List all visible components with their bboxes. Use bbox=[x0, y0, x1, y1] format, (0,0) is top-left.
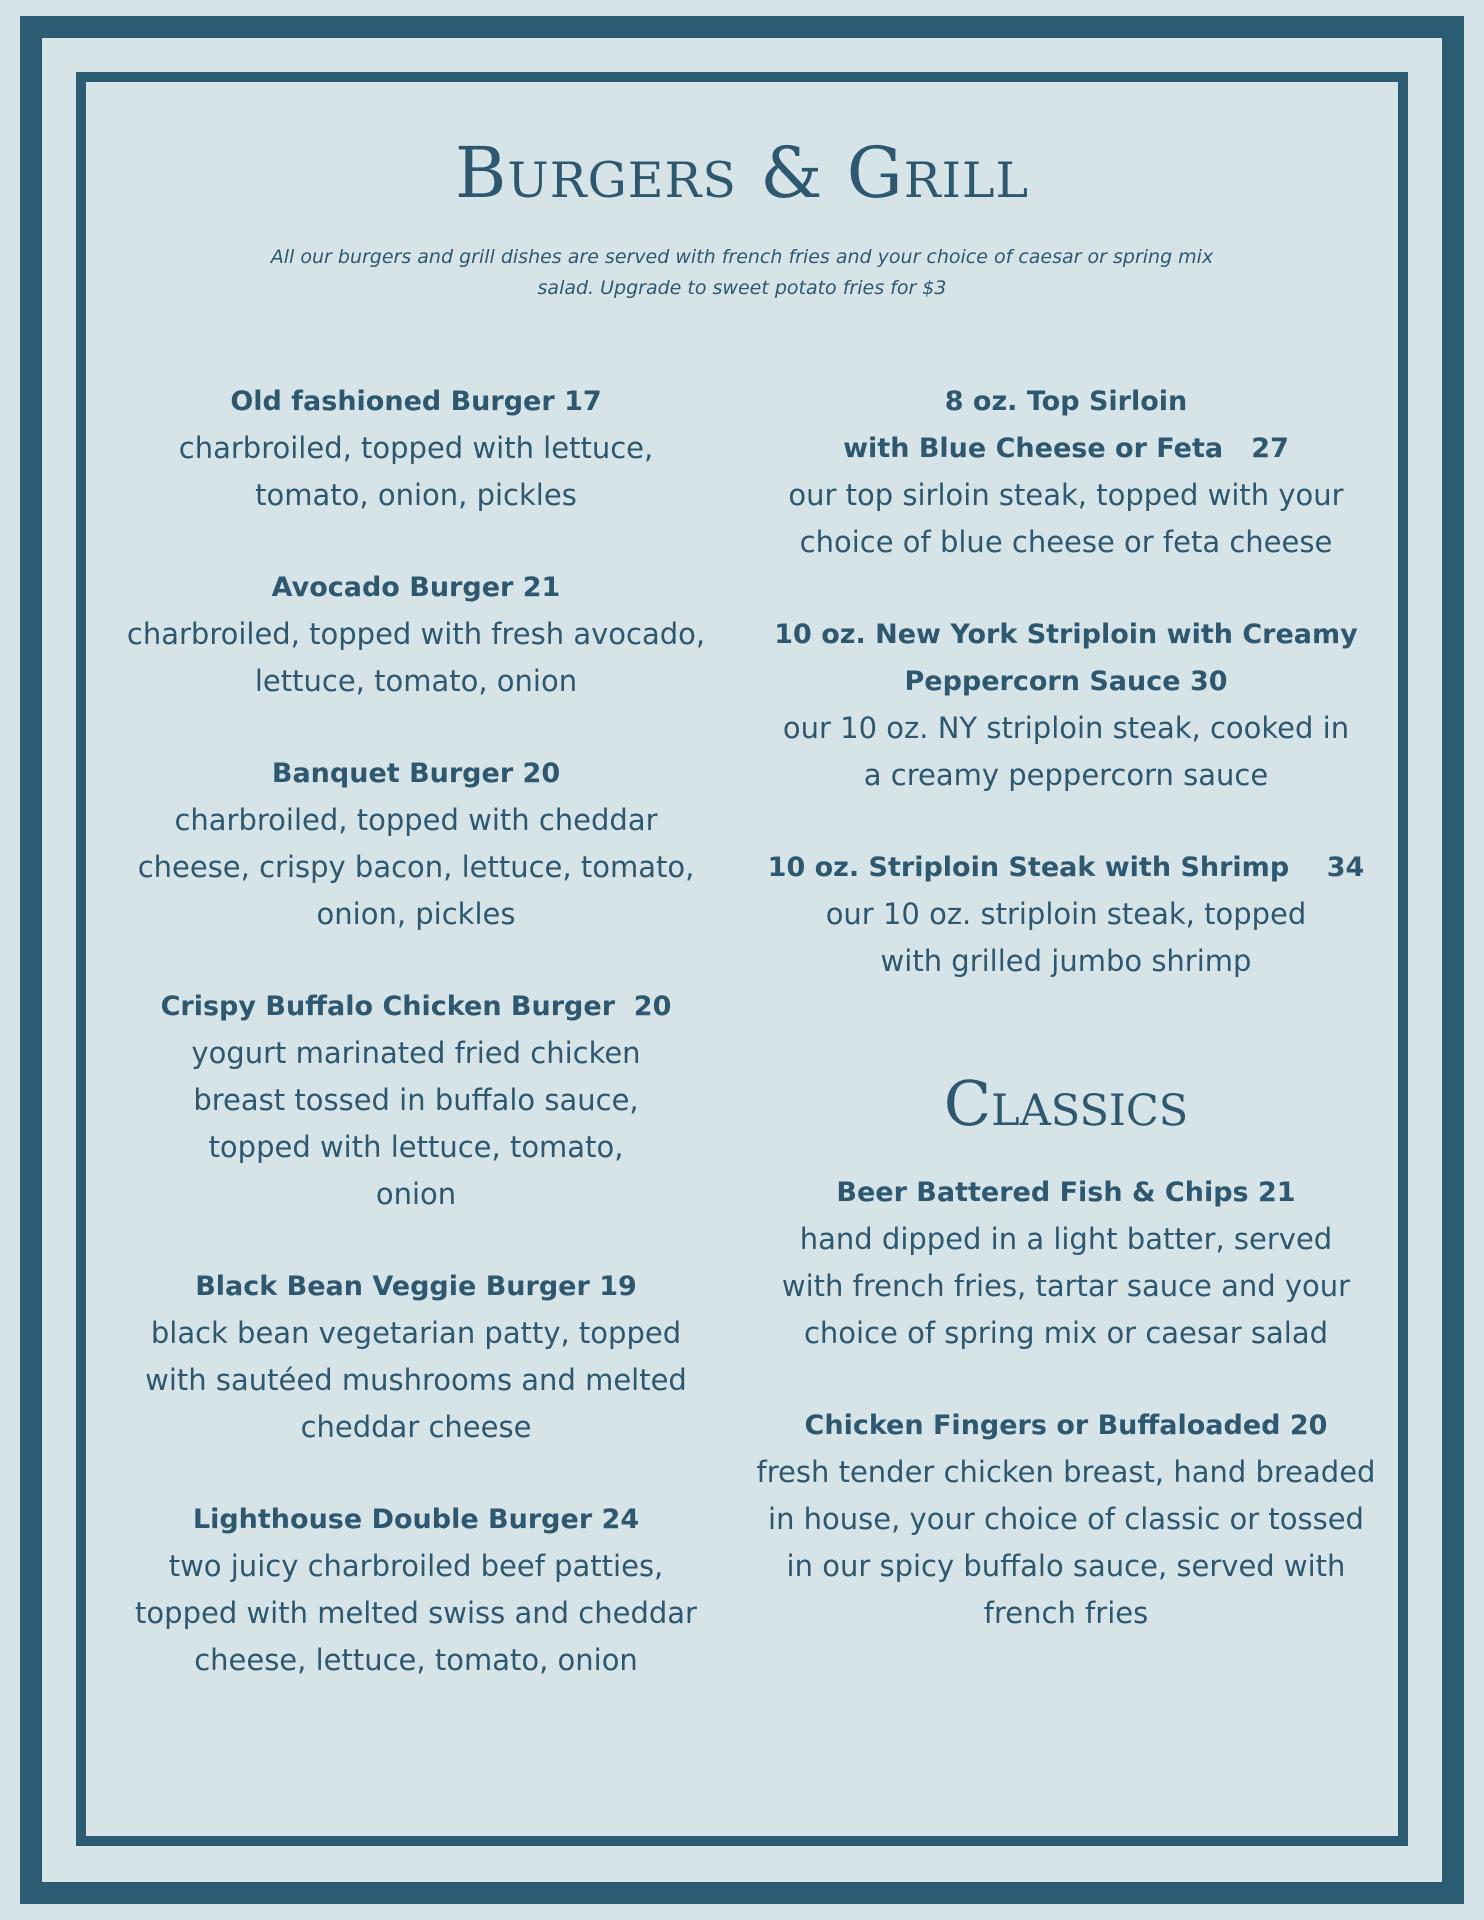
menu-item bbox=[756, 844, 1376, 985]
menu-item bbox=[756, 378, 1376, 566]
item-description: black bean vegetarian patty, topped with sautéed mushrooms and melted cheddar cheese bbox=[145, 1316, 687, 1444]
grill-column bbox=[756, 378, 1376, 1637]
item-description: charbroiled, topped with lettuce, tomato, onion, pickles bbox=[178, 431, 654, 512]
item-description: fresh tender chicken breast, hand breaded in house, your choice of classic or tossed in our spicy buffalo sauce, served with french fries bbox=[756, 1455, 1376, 1630]
item-name: Beer Battered Fish & Chips 21 bbox=[836, 1177, 1296, 1208]
menu-item bbox=[756, 1169, 1376, 1357]
item-name: Old fashioned Burger 17 bbox=[230, 386, 602, 417]
page-title: Burgers & Grill bbox=[454, 132, 1030, 214]
item-name: 10 oz. Striploin Steak with Shrimp 34 bbox=[767, 852, 1365, 883]
menu-item bbox=[106, 1263, 726, 1451]
menu-item bbox=[106, 750, 726, 938]
item-name: 10 oz. New York Striploin with Creamy Peppercorn Sauce 30 bbox=[774, 619, 1358, 697]
item-description: hand dipped in a light batter, served with french fries, tartar sauce and your choice of spring mix or caesar salad bbox=[781, 1222, 1351, 1350]
menu-item bbox=[106, 564, 726, 705]
item-name: Chicken Fingers or Buffaloaded 20 bbox=[804, 1410, 1328, 1441]
item-name: Lighthouse Double Burger 24 bbox=[192, 1504, 640, 1535]
burgers-column bbox=[106, 378, 726, 1684]
item-description: yogurt marinated fried chicken breast tossed in buffalo sauce, topped with lettuce, tomato, onion bbox=[191, 1036, 641, 1211]
item-name: Banquet Burger 20 bbox=[271, 758, 561, 789]
item-name: 8 oz. Top Sirloin bbox=[944, 386, 1188, 417]
menu-item bbox=[106, 1496, 726, 1684]
intro-note: All our burgers and grill dishes are served with french fries and your choice of caesar or spring mix salad. Upgrade to sweet potato fries for $3 bbox=[270, 246, 1214, 299]
section-title: Classics bbox=[943, 1067, 1189, 1140]
item-description: charbroiled, topped with fresh avocado, lettuce, tomato, onion bbox=[126, 617, 706, 698]
menu-item bbox=[106, 378, 726, 519]
item-name: with Blue Cheese or Feta 27 bbox=[843, 433, 1289, 464]
item-name: Black Bean Veggie Burger 19 bbox=[195, 1271, 637, 1302]
menu-item bbox=[756, 1402, 1376, 1637]
item-description: two juicy charbroiled beef patties, topped with melted swiss and cheddar cheese, lettuce, tomato, onion bbox=[135, 1549, 697, 1677]
item-description: our top sirloin steak, topped with your choice of blue cheese or feta cheese bbox=[788, 478, 1344, 559]
menu-item bbox=[106, 983, 726, 1218]
item-name: Crispy Buffalo Chicken Burger 20 bbox=[160, 991, 672, 1022]
menu-item bbox=[756, 611, 1376, 799]
item-name: Avocado Burger 21 bbox=[271, 572, 561, 603]
item-description: our 10 oz. NY striploin steak, cooked in a creamy peppercorn sauce bbox=[782, 711, 1350, 792]
item-description: charbroiled, topped with cheddar cheese, crispy bacon, lettuce, tomato, onion, pickles bbox=[137, 803, 695, 931]
item-description: our 10 oz. striploin steak, topped with grilled jumbo shrimp bbox=[825, 897, 1307, 978]
